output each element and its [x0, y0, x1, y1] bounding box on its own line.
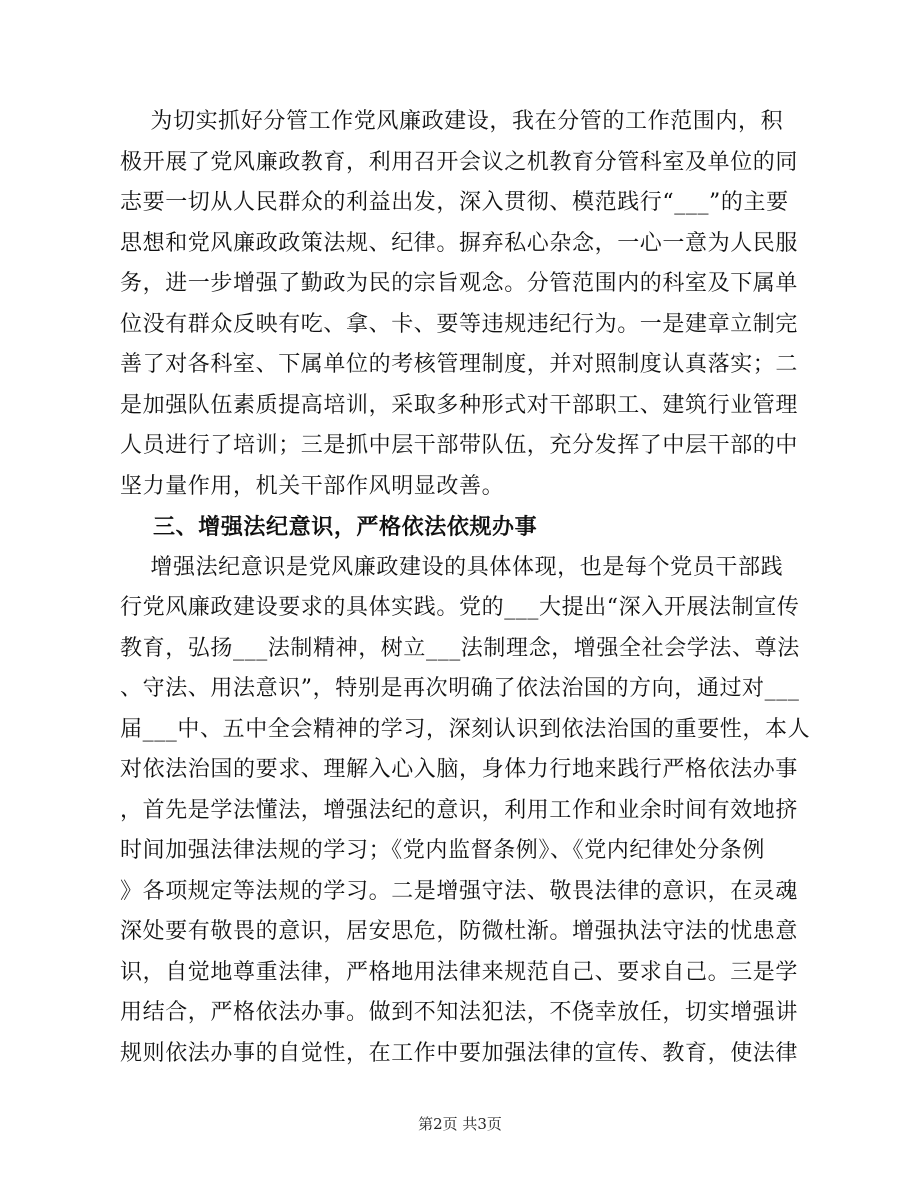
paragraph-2-line-2: 行党风廉政建设要求的具体实践。党的___大提出“深入开展法制宣传 [120, 595, 800, 620]
paragraph-1-line-4: 思想和党风廉政政策法规、纪律。摒弃私心杂念，一心一意为人民服 [120, 230, 799, 256]
paragraph-2-line-9: 》各项规定等法规的学习。二是增强守法、敬畏法律的意识，在灵魂 [120, 878, 799, 904]
section-heading: 三、增强法纪意识，严格依法依规办事 [120, 514, 538, 540]
paragraph-2-line-10: 深处要有敬畏的意识，居安思危，防微杜渐。增强执法守法的忧患意 [120, 919, 799, 944]
paragraph-2-line-6: 对依法治国的要求、理解入心入脑，身体力行地来践行严格依法办事 [120, 757, 799, 782]
paragraph-2-line-5: 届___中、五中全会精神的学习，深刻认识到依法治国的重要性，本人 [120, 716, 810, 742]
page-footer: 第2页 共3页 [418, 1115, 502, 1133]
paragraph-2-line-3: 教育，弘扬___法制精神，树立___法制理念，增强全社会学法、尊法 [120, 635, 800, 661]
paragraph-2-line-7: ，首先是学法懂法，增强法纪的意识，利用工作和业余时间有效地挤 [120, 797, 799, 823]
paragraph-2-line-13: 规则依法办事的自觉性，在工作中要加强法律的宣传、教育，使法律 [120, 1040, 799, 1066]
paragraph-1-line-5: 务，进一步增强了勤政为民的宗旨观念。分管范围内的科室及下属单 [120, 271, 799, 296]
paragraph-1-line-1: 为切实抓好分管工作党风廉政建设，我在分管的工作范围内，积 [120, 109, 784, 134]
paragraph-2-line-11: 识，自觉地尊重法律，严格地用法律来规范自己、要求自己。三是学 [120, 959, 799, 985]
paragraph-1-line-7: 善了对各科室、下属单位的考核管理制度，并对照制度认真落实；二 [120, 352, 799, 377]
paragraph-1-line-3: 志要一切从人民群众的利益出发，深入贯彻、模范践行“___”的主要 [120, 190, 789, 215]
paragraph-2-line-12: 用结合，严格依法办事。做到不知法犯法，不侥幸放任，切实增强讲 [120, 1000, 799, 1025]
paragraph-1-line-9: 人员进行了培训；三是抓中层干部带队伍，充分发挥了中层干部的中 [120, 433, 799, 458]
paragraph-1-line-10: 坚力量作用，机关干部作风明显改善。 [120, 473, 505, 499]
paragraph-1-line-8: 是加强队伍素质提高培训，采取多种形式对干部职工、建筑行业管理 [120, 392, 799, 418]
paragraph-1-line-2: 极开展了党风廉政教育，利用召开会议之机教育分管科室及单位的同 [120, 149, 799, 175]
paragraph-2-line-4: 、守法、用法意识”，特别是再次明确了依法治国的方向，通过对___ [120, 676, 800, 701]
paragraph-1-line-6: 位没有群众反映有吃、拿、卡、要等违规违纪行为。一是建章立制完 [120, 311, 799, 337]
paragraph-2-line-1: 增强法纪意识是党风廉政建设的具体体现，也是每个党员干部践 [120, 554, 784, 580]
paragraph-2-line-8: 时间加强法律法规的学习；《党内监督条例》、《党内纪律处分条例 [120, 838, 766, 863]
